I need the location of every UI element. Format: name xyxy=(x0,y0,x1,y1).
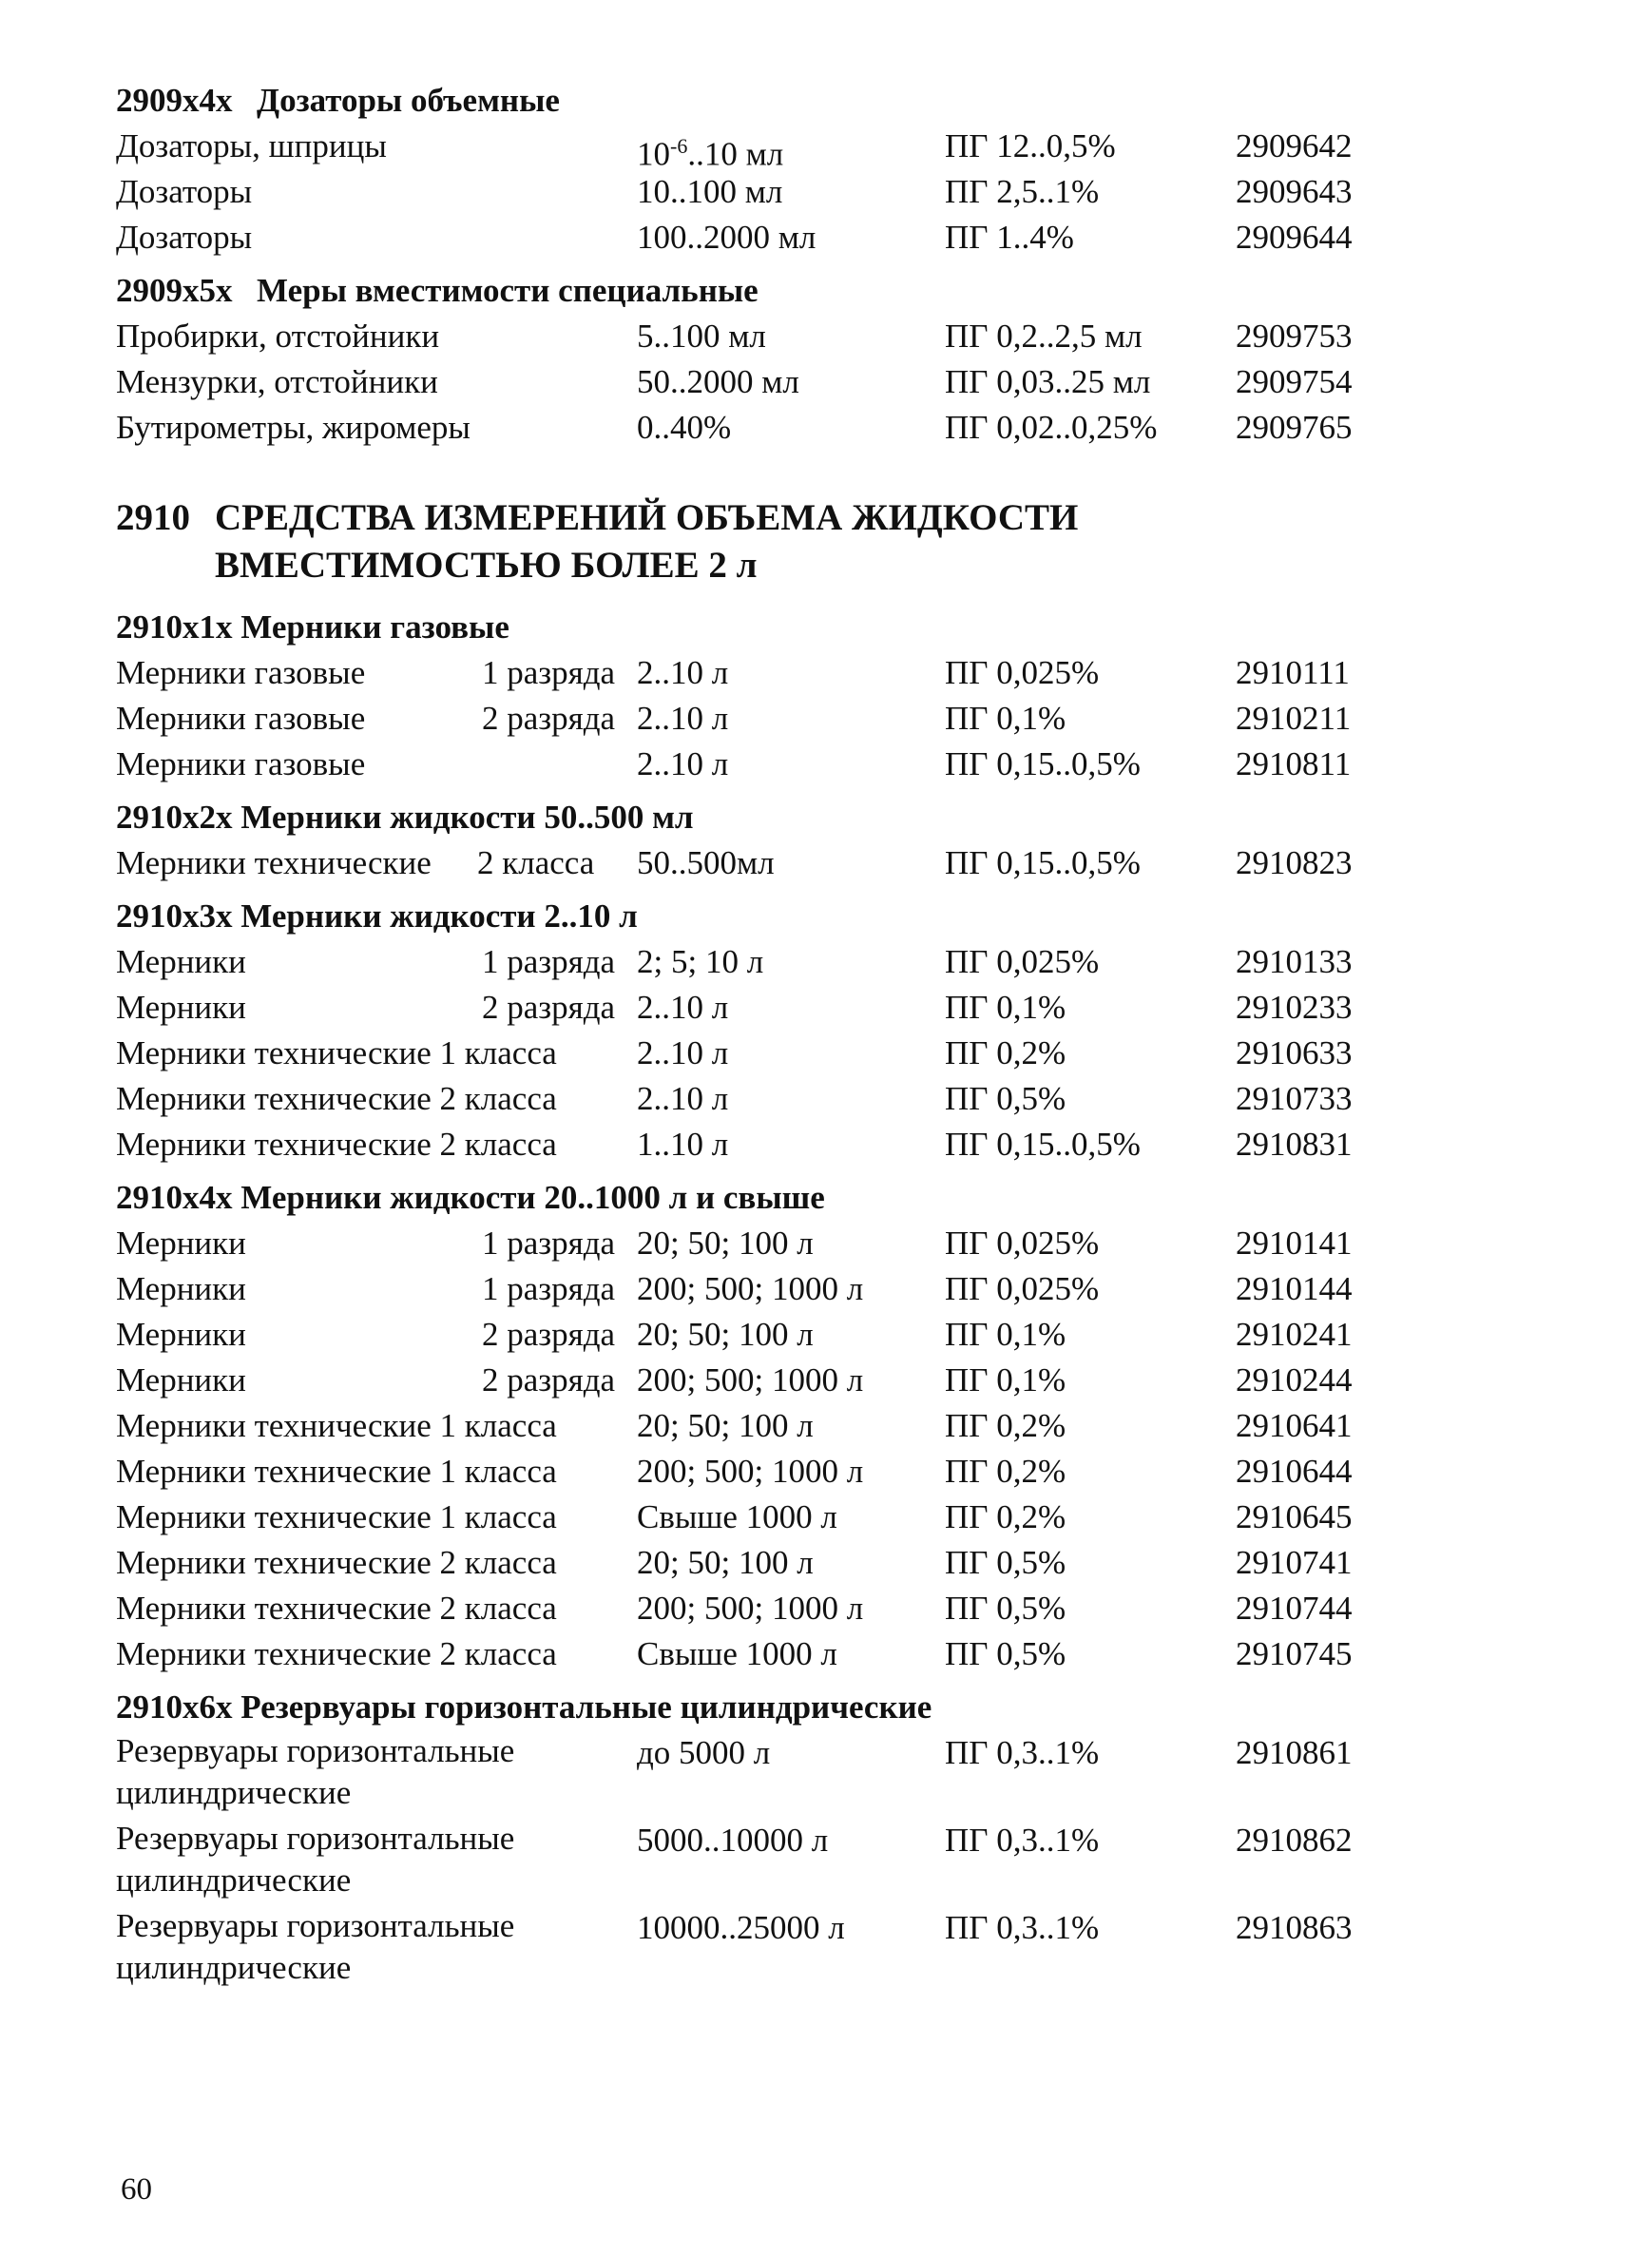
item-code: 2910233 xyxy=(1236,989,1353,1026)
item-name: Мерники xyxy=(116,1361,246,1399)
item-code: 2910633 xyxy=(1236,1034,1353,1071)
item-grade: 1 разряда xyxy=(482,1225,616,1262)
section-title: СРЕДСТВА ИЗМЕРЕНИЙ ОБЪЕМА ЖИДКОСТИ ВМЕСТИМОСТЬЮ БОЛЕЕ 2 л xyxy=(215,497,1079,586)
group-heading-2910x3: 2910x3x Мерники жидкости 2..10 л xyxy=(116,897,638,935)
item-code: 2909644 xyxy=(1236,219,1353,256)
item-name: Мерники технические 2 класса xyxy=(116,1590,557,1627)
group-title: Меры вместимости специальные xyxy=(257,272,759,309)
item-range: 10..100 мл xyxy=(637,173,783,210)
item-code: 2910141 xyxy=(1236,1225,1353,1262)
item-accuracy: ПГ 2,5..1% xyxy=(945,173,1100,210)
item-code: 2910244 xyxy=(1236,1361,1353,1399)
range-rest: ..10 мл xyxy=(687,135,784,173)
table-row xyxy=(116,1122,1390,1167)
item-accuracy: ПГ 0,3..1% xyxy=(945,1822,1100,1859)
item-accuracy: ПГ 0,5% xyxy=(945,1080,1066,1117)
item-name: Мерники технические 2 класса xyxy=(116,1126,557,1163)
item-code: 2910745 xyxy=(1236,1635,1353,1672)
item-name: Мерники технические 1 класса xyxy=(116,1453,557,1490)
table-row xyxy=(116,985,1390,1031)
item-range: 5000..10000 л xyxy=(637,1822,829,1859)
table-row xyxy=(116,169,1390,215)
table-row xyxy=(116,1031,1390,1076)
table-row xyxy=(116,1905,1390,1993)
range-exponent: -6 xyxy=(670,134,688,158)
item-code: 2910811 xyxy=(1236,745,1352,782)
table-row xyxy=(116,1312,1390,1358)
item-name: Дозаторы, шприцы xyxy=(116,127,387,164)
group-code: 2909x5x xyxy=(116,272,233,309)
table-row xyxy=(116,650,1390,696)
table-row xyxy=(116,359,1390,405)
item-accuracy: ПГ 0,2% xyxy=(945,1407,1066,1444)
table-row xyxy=(116,314,1390,359)
catalog-content xyxy=(116,78,1390,1993)
item-code: 2910744 xyxy=(1236,1590,1353,1627)
item-code: 2910741 xyxy=(1236,1544,1353,1581)
item-code: 2909765 xyxy=(1236,409,1353,446)
item-range: до 5000 л xyxy=(637,1734,771,1771)
table-row xyxy=(116,1540,1390,1586)
item-accuracy: ПГ 0,15..0,5% xyxy=(945,844,1141,881)
group-heading-2910x1: 2910x1x Мерники газовые xyxy=(116,608,509,646)
item-code: 2910823 xyxy=(1236,844,1353,881)
item-range: Свыше 1000 л xyxy=(637,1498,837,1535)
item-accuracy: ПГ 0,15..0,5% xyxy=(945,1126,1141,1163)
item-code: 2910144 xyxy=(1236,1270,1353,1307)
table-row xyxy=(116,1403,1390,1449)
group-heading-2910x2: 2910x2x Мерники жидкости 50..500 мл xyxy=(116,799,694,836)
item-accuracy: ПГ 0,1% xyxy=(945,700,1066,737)
item-accuracy: ПГ 0,5% xyxy=(945,1635,1066,1672)
table-row xyxy=(116,742,1390,787)
item-name: Мерники xyxy=(116,989,246,1026)
item-code: 2909643 xyxy=(1236,173,1353,210)
group-title: Дозаторы объемные xyxy=(257,82,560,119)
item-range: 2..10 л xyxy=(637,700,729,737)
item-name: Мензурки, отстойники xyxy=(116,363,438,400)
item-grade: 1 разряда xyxy=(482,943,616,980)
item-range: 200; 500; 1000 л xyxy=(637,1453,864,1490)
item-code: 2910645 xyxy=(1236,1498,1353,1535)
item-name: Мерники газовые xyxy=(116,745,366,782)
item-name: Мерники xyxy=(116,1316,246,1353)
item-name: Мерники xyxy=(116,1270,246,1307)
item-name: Мерники технические 1 класса xyxy=(116,1498,557,1535)
item-code: 2910863 xyxy=(1236,1909,1353,1946)
item-grade: 1 разряда xyxy=(482,654,616,691)
table-row xyxy=(116,1495,1390,1540)
group-heading-2910x4: 2910x4x Мерники жидкости 20..1000 л и свыше xyxy=(116,1179,825,1216)
table-row xyxy=(116,1449,1390,1495)
item-accuracy: ПГ 0,025% xyxy=(945,1225,1100,1262)
item-accuracy: ПГ 0,15..0,5% xyxy=(945,745,1141,782)
table-row xyxy=(116,1266,1390,1312)
item-name: Мерники технические xyxy=(116,844,432,881)
table-row xyxy=(116,1358,1390,1403)
item-range: 2..10 л xyxy=(637,745,729,782)
table-row xyxy=(116,1076,1390,1122)
table-row xyxy=(116,1586,1390,1631)
item-range: 20; 50; 100 л xyxy=(637,1407,814,1444)
item-code: 2910241 xyxy=(1236,1316,1353,1353)
page-number: 60 xyxy=(121,2172,152,2207)
table-row xyxy=(116,1631,1390,1677)
item-range: 0..40% xyxy=(637,409,732,446)
table-row xyxy=(116,215,1390,260)
item-accuracy: ПГ 12..0,5% xyxy=(945,127,1116,164)
item-grade: 2 класса xyxy=(477,844,595,881)
item-grade: 2 разряда xyxy=(482,989,616,1026)
item-code: 2910211 xyxy=(1236,700,1352,737)
item-name: Мерники xyxy=(116,943,246,980)
item-accuracy: ПГ 0,025% xyxy=(945,654,1100,691)
item-code: 2910733 xyxy=(1236,1080,1353,1117)
item-range: 200; 500; 1000 л xyxy=(637,1361,864,1399)
item-range: 5..100 мл xyxy=(637,318,766,355)
group-heading-2909x4 xyxy=(116,78,1390,124)
table-row xyxy=(116,1730,1390,1818)
item-range: 20; 50; 100 л xyxy=(637,1316,814,1353)
item-accuracy: ПГ 0,025% xyxy=(945,1270,1100,1307)
item-range: 20; 50; 100 л xyxy=(637,1225,814,1262)
item-accuracy: ПГ 0,2% xyxy=(945,1498,1066,1535)
item-name: Мерники технические 2 класса xyxy=(116,1544,557,1581)
item-accuracy: ПГ 0,1% xyxy=(945,1316,1066,1353)
item-name: Мерники газовые xyxy=(116,700,366,737)
item-grade: 2 разряда xyxy=(482,1361,616,1399)
section-heading-2910 xyxy=(116,494,1390,589)
item-range: 2..10 л xyxy=(637,654,729,691)
table-row xyxy=(116,1818,1390,1905)
group-heading-2909x5 xyxy=(116,268,1390,314)
item-accuracy: ПГ 0,5% xyxy=(945,1544,1066,1581)
item-range: 200; 500; 1000 л xyxy=(637,1270,864,1307)
item-name: Дозаторы xyxy=(116,173,253,210)
item-range: 50..2000 мл xyxy=(637,363,799,400)
item-range: Свыше 1000 л xyxy=(637,1635,837,1672)
item-name: Мерники технические 1 класса xyxy=(116,1407,557,1444)
item-name: Мерники технические 2 класса xyxy=(116,1635,557,1672)
item-code: 2910133 xyxy=(1236,943,1353,980)
item-code: 2910862 xyxy=(1236,1822,1353,1859)
item-name: Резервуары горизонтальные цилиндрические xyxy=(116,1732,515,1811)
item-range: 2; 5; 10 л xyxy=(637,943,764,980)
item-range: 1..10 л xyxy=(637,1126,729,1163)
item-range: 100..2000 мл xyxy=(637,219,816,256)
item-code: 2909642 xyxy=(1236,127,1353,164)
item-name: Мерники xyxy=(116,1225,246,1262)
item-accuracy: ПГ 0,3..1% xyxy=(945,1909,1100,1946)
item-grade: 1 разряда xyxy=(482,1270,616,1307)
item-accuracy: ПГ 0,2% xyxy=(945,1453,1066,1490)
item-name: Дозаторы xyxy=(116,219,253,256)
item-code: 2910641 xyxy=(1236,1407,1353,1444)
item-accuracy: ПГ 0,3..1% xyxy=(945,1734,1100,1771)
item-accuracy: ПГ 0,1% xyxy=(945,989,1066,1026)
item-accuracy: ПГ 1..4% xyxy=(945,219,1074,256)
item-name: Мерники технические 2 класса xyxy=(116,1080,557,1117)
item-accuracy: ПГ 0,2..2,5 мл xyxy=(945,318,1143,355)
item-grade: 2 разряда xyxy=(482,700,616,737)
item-range: 50..500мл xyxy=(637,844,775,881)
range-base: 10 xyxy=(637,135,670,173)
item-name: Мерники газовые xyxy=(116,654,366,691)
item-name: Бутирометры, жиромеры xyxy=(116,409,471,446)
item-name: Резервуары горизонтальные цилиндрические xyxy=(116,1820,515,1899)
item-code: 2909753 xyxy=(1236,318,1353,355)
item-code: 2910831 xyxy=(1236,1126,1353,1163)
item-code: 2910111 xyxy=(1236,654,1350,691)
item-code: 2910861 xyxy=(1236,1734,1353,1771)
item-code: 2909754 xyxy=(1236,363,1353,400)
item-accuracy: ПГ 0,025% xyxy=(945,943,1100,980)
item-grade: 2 разряда xyxy=(482,1316,616,1353)
item-accuracy: ПГ 0,02..0,25% xyxy=(945,409,1158,446)
table-row xyxy=(116,124,1390,173)
table-row xyxy=(116,405,1390,451)
item-range: 10000..25000 л xyxy=(637,1909,845,1946)
item-name: Пробирки, отстойники xyxy=(116,318,440,355)
item-name: Резервуары горизонтальные цилиндрические xyxy=(116,1907,515,1986)
item-range: 2..10 л xyxy=(637,1034,729,1071)
item-range: 2..10 л xyxy=(637,989,729,1026)
table-row xyxy=(116,696,1390,742)
item-range: 200; 500; 1000 л xyxy=(637,1590,864,1627)
item-accuracy: ПГ 0,5% xyxy=(945,1590,1066,1627)
table-row xyxy=(116,939,1390,985)
item-name: Мерники технические 1 класса xyxy=(116,1034,557,1071)
table-row xyxy=(116,1221,1390,1266)
item-code: 2910644 xyxy=(1236,1453,1353,1490)
item-accuracy: ПГ 0,1% xyxy=(945,1361,1066,1399)
table-row xyxy=(116,840,1390,886)
section-code: 2910 xyxy=(116,497,190,538)
item-accuracy: ПГ 0,03..25 мл xyxy=(945,363,1151,400)
item-accuracy: ПГ 0,2% xyxy=(945,1034,1066,1071)
item-range: 2..10 л xyxy=(637,1080,729,1117)
group-code: 2909x4x xyxy=(116,82,233,119)
item-range: 20; 50; 100 л xyxy=(637,1544,814,1581)
group-heading-2910x6: 2910x6x Резервуары горизонтальные цилиндрические xyxy=(116,1688,932,1726)
